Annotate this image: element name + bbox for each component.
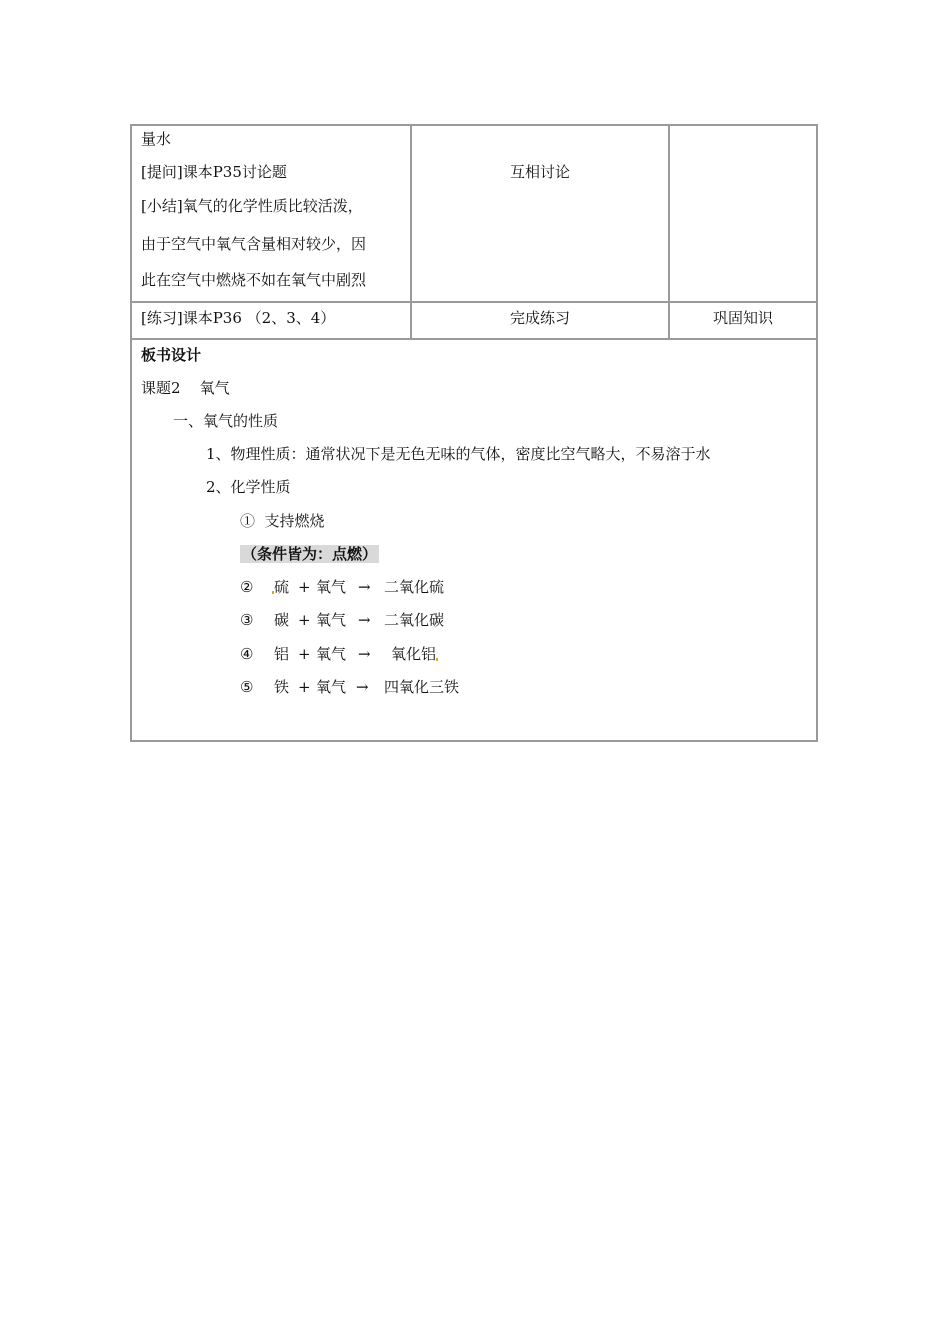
- board-heading: 板书设计: [141, 346, 202, 364]
- row-divider-2: [130, 338, 818, 340]
- reaction-product: [391, 644, 438, 664]
- reaction-product: 二氧化硫: [384, 578, 445, 596]
- row1-line-3: [小结]氧气的化学性质比较活泼，: [141, 197, 363, 215]
- reaction-reactant: 铁: [274, 678, 290, 696]
- reaction-oxygen: 氧气: [316, 645, 347, 663]
- reaction-oxygen: 氧气: [316, 578, 347, 596]
- row1-line-5: 此在空气中燃烧不如在氧气中剧烈: [141, 271, 367, 289]
- board-item-1: 1、物理性质：通常状况下是无色无味的气体，密度比空气略大，不易溶于水: [206, 445, 711, 463]
- board-topic: 课题2 氧气: [141, 379, 230, 397]
- row1-activity: 互相讨论: [509, 163, 570, 181]
- product-text: 氧化铝: [391, 645, 437, 663]
- reaction-reactant: 碳: [274, 611, 290, 629]
- reaction-number: ②: [240, 578, 254, 596]
- reaction-arrow: →: [358, 645, 371, 663]
- board-item-2: 2、化学性质: [206, 478, 291, 496]
- reaction-product: 二氧化碳: [384, 611, 445, 629]
- condition-note: [240, 544, 379, 564]
- reaction-arrow: →: [358, 611, 371, 629]
- reaction-arrow: →: [356, 678, 369, 696]
- row-divider-1: [130, 301, 818, 303]
- reaction-reactant: 铝: [274, 645, 290, 663]
- reaction-plus: +: [298, 611, 311, 629]
- row2-activity: 完成练习: [509, 309, 570, 327]
- row2-exercise: [练习]课本P36 （2、3、4）: [141, 309, 336, 327]
- reaction-reactant: [272, 577, 289, 597]
- reaction-oxygen: 氧气: [316, 678, 347, 696]
- row1-line-4: 由于空气中氧气含量相对较少，因: [141, 235, 367, 253]
- reactant-text: 硫: [274, 578, 290, 596]
- lesson-table: [130, 124, 818, 742]
- reaction-plus: +: [298, 645, 311, 663]
- reaction-product: 四氧化三铁: [384, 678, 460, 696]
- reaction-oxygen: 氧气: [316, 611, 347, 629]
- row1-line-2: [提问]课本P35讨论题: [141, 163, 287, 181]
- reaction-number: ⑤: [240, 678, 254, 696]
- edit-mark: [436, 658, 438, 661]
- reaction-arrow: →: [358, 578, 371, 596]
- reaction-number: ③: [240, 611, 254, 629]
- board-sub-1: ① 支持燃烧: [240, 512, 325, 530]
- row1-line-1: 量水: [141, 130, 172, 148]
- board-section-1: 一、氧气的性质: [173, 412, 279, 430]
- row2-purpose: 巩固知识: [712, 309, 773, 327]
- reaction-plus: +: [298, 578, 311, 596]
- condition-highlight: （条件皆为：点燃）: [242, 545, 378, 563]
- reaction-number: ④: [240, 645, 254, 663]
- reaction-plus: +: [298, 678, 311, 696]
